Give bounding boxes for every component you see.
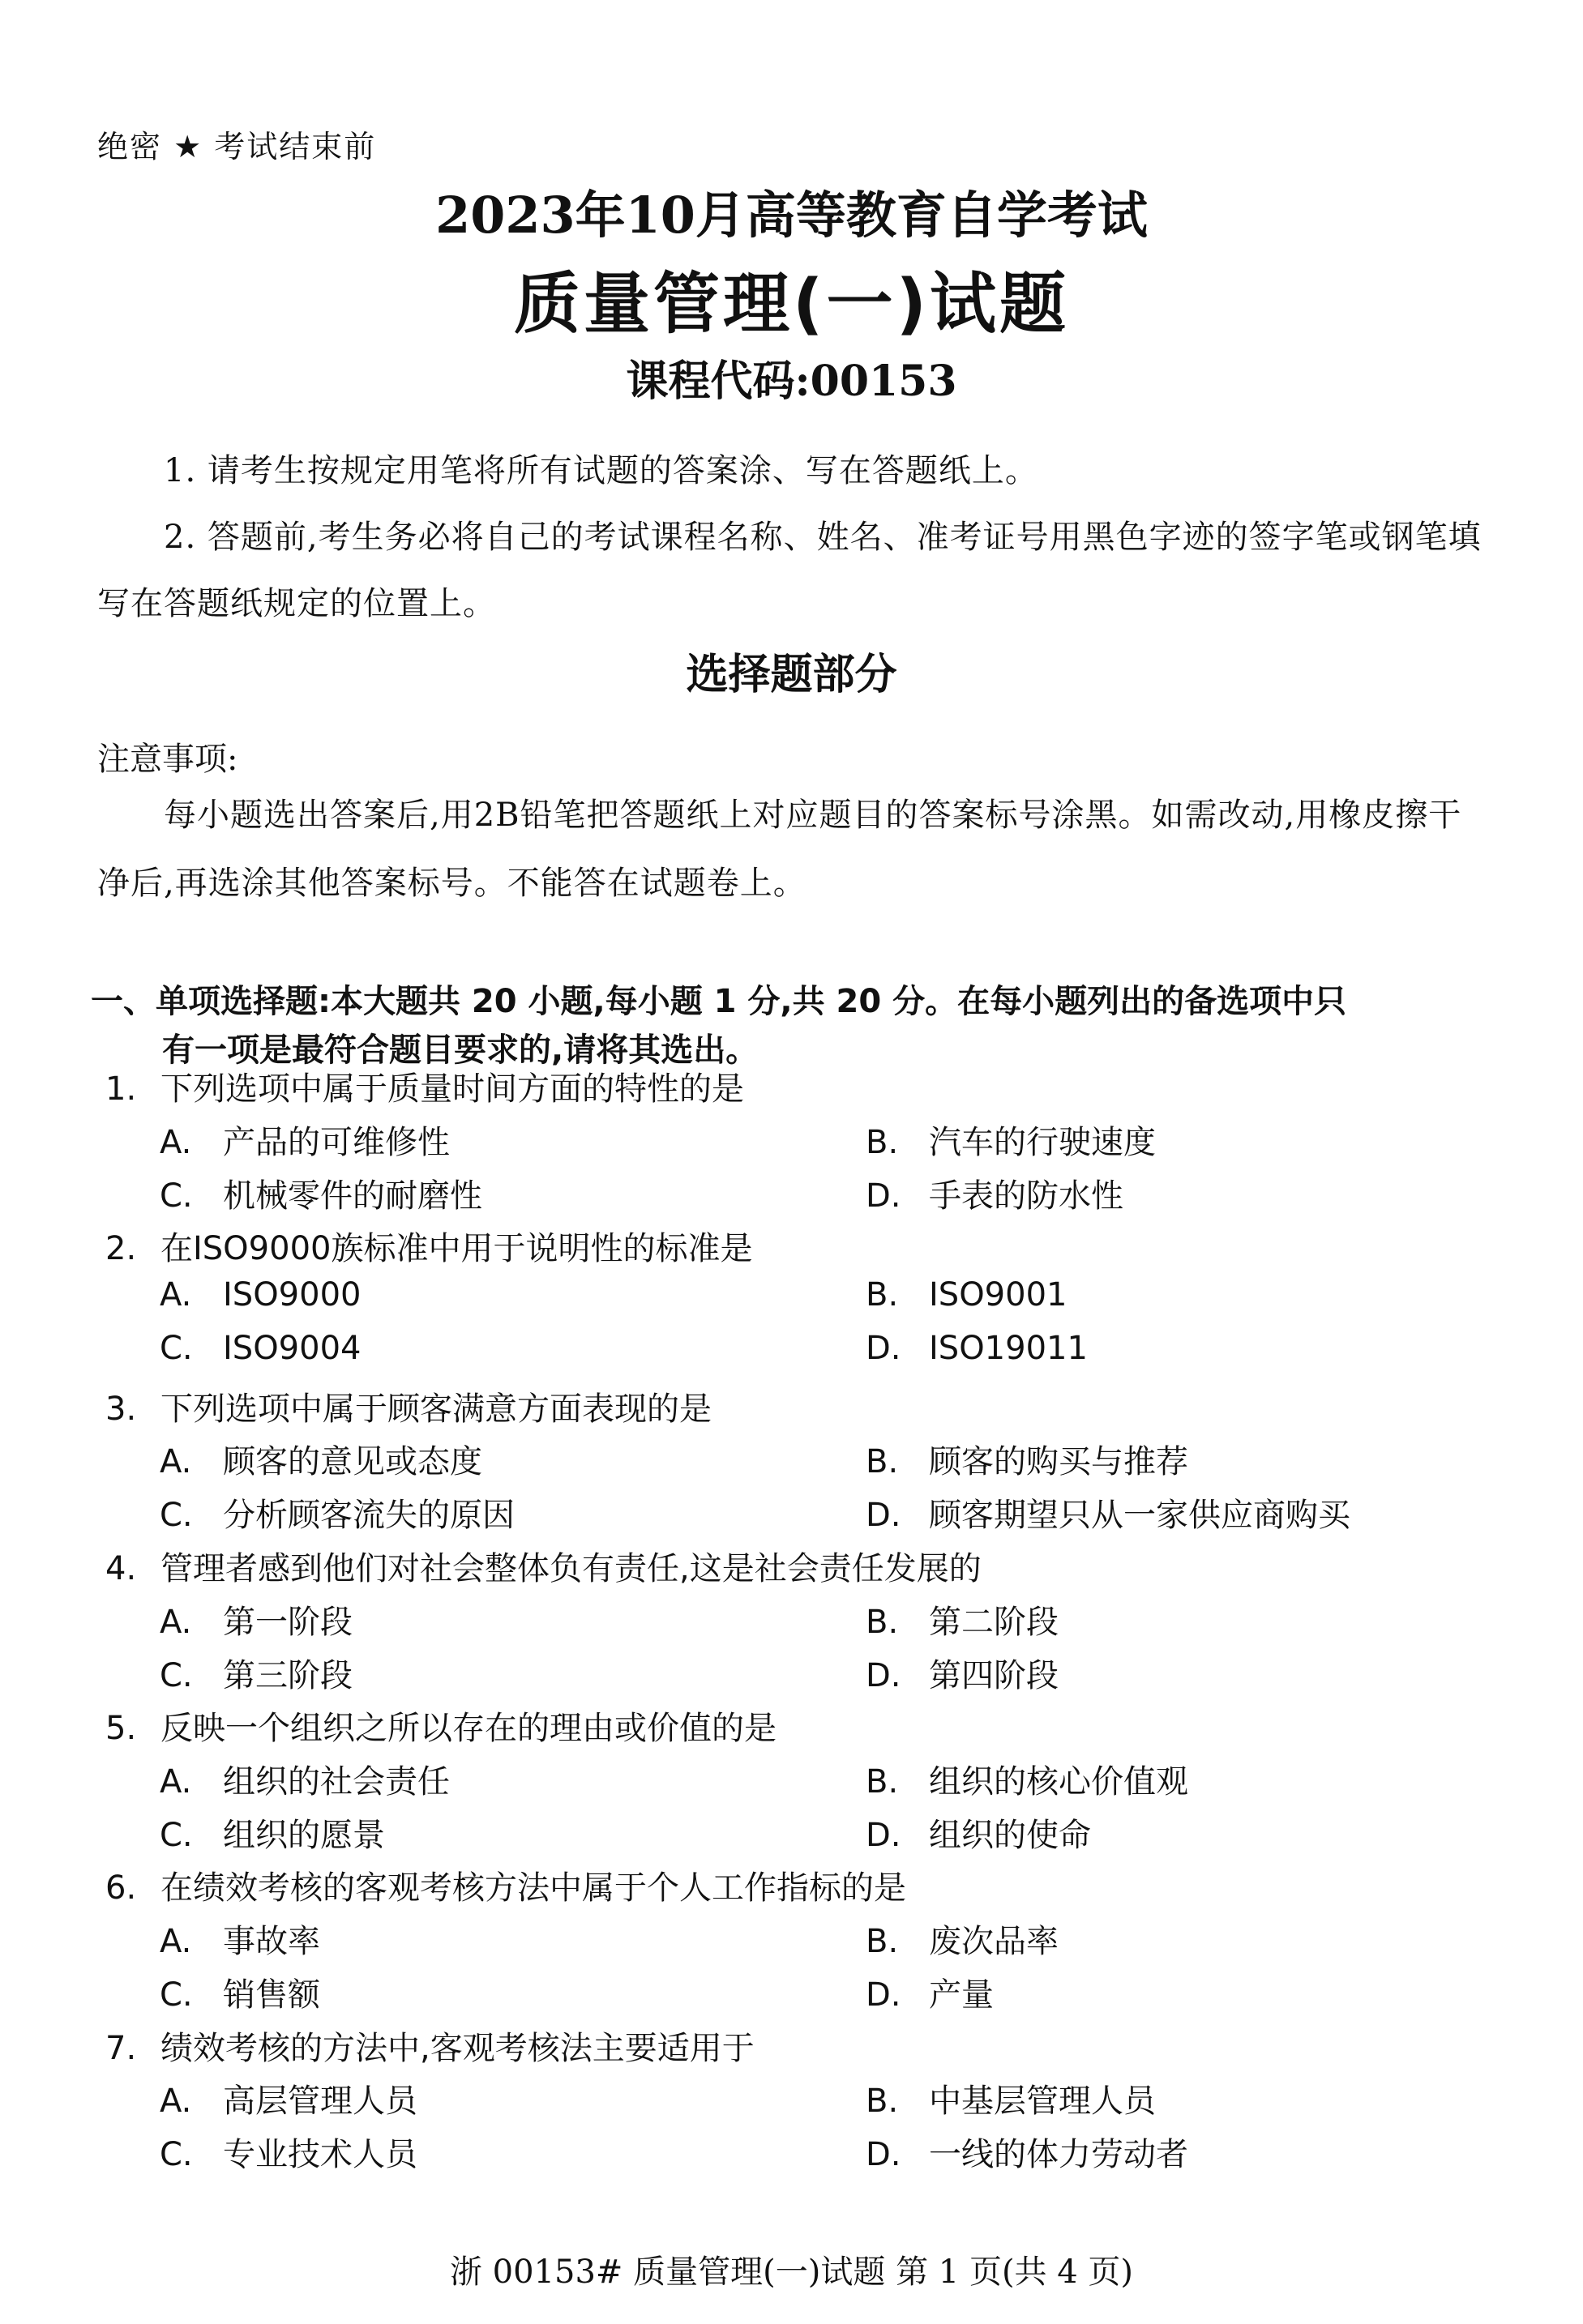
option-label: C. (160, 2136, 193, 2173)
option-text: 第四阶段 (929, 1657, 1059, 1694)
option-label: D. (866, 1497, 901, 1534)
option-text: 顾客期望只从一家供应商购买 (929, 1497, 1350, 1534)
question-number: 2. (105, 1230, 137, 1267)
instruction-1: 1. 请考生按规定用笔将所有试题的答案涂、写在答题纸上。 (164, 452, 1038, 489)
question-number: 3. (105, 1391, 137, 1428)
question-6-option-a (160, 1916, 320, 1962)
option-text: 第二阶段 (929, 1604, 1059, 1641)
option-label: A. (160, 1276, 192, 1314)
option-label: D. (866, 2136, 901, 2173)
question-6-option-c (160, 1969, 320, 2015)
option-label: C. (160, 1976, 193, 2014)
question-4-option-a (160, 1596, 353, 1643)
question-1-option-b (866, 1117, 1156, 1163)
option-text: 汽车的行驶速度 (929, 1124, 1156, 1161)
option-label: D. (866, 1177, 901, 1215)
option-text: 废次品率 (929, 1923, 1059, 1960)
option-label: C. (160, 1330, 193, 1367)
option-text: 顾客的意见或态度 (223, 1443, 482, 1480)
question-3-option-d (866, 1489, 1350, 1536)
option-text: 事故率 (223, 1923, 320, 1960)
option-text: 第一阶段 (223, 1604, 353, 1641)
option-label: C. (160, 1177, 193, 1215)
option-label: B. (866, 2083, 899, 2120)
option-label: B. (866, 1124, 899, 1161)
instruction-2: 2. 答题前,考生务必将自己的考试课程名称、姓名、准考证号用黑色字迹的签字笔或钢笔填写在答题纸规定的位置上。 (97, 519, 1482, 622)
option-text: ISO9000 (223, 1276, 362, 1314)
course-code: 课程代码:00153 (626, 357, 957, 406)
question-text: 在ISO9000族标准中用于说明性的标准是 (160, 1230, 753, 1267)
question-5 (105, 1702, 777, 1749)
question-1-option-c (160, 1170, 482, 1216)
question-text: 在绩效考核的客观考核方法中属于个人工作指标的是 (160, 1869, 906, 1907)
question-3-option-b (866, 1436, 1188, 1482)
option-label: B. (866, 1443, 899, 1480)
option-label: D. (866, 1657, 901, 1694)
option-text: 一线的体力劳动者 (929, 2136, 1188, 2173)
question-2-option-d (866, 1330, 1088, 1367)
question-2-option-a (160, 1276, 361, 1314)
question-number: 4. (105, 1550, 137, 1587)
question-3-option-a (160, 1436, 482, 1482)
option-label: C. (160, 1497, 193, 1534)
question-number: 1. (105, 1070, 137, 1108)
question-3 (105, 1383, 712, 1429)
option-label: D. (866, 1817, 901, 1854)
question-text: 反映一个组织之所以存在的理由或价值的是 (160, 1710, 777, 1747)
option-label: A. (160, 1923, 192, 1960)
option-label: D. (866, 1330, 901, 1367)
option-text: 组织的使命 (929, 1817, 1091, 1854)
option-label: B. (866, 1923, 899, 1960)
subject-title: 质量管理(一)试题 (514, 266, 1069, 343)
question-2-option-c (160, 1330, 361, 1367)
question-5-option-b (866, 1756, 1188, 1802)
option-label: B. (866, 1763, 899, 1801)
exam-title: 2023年10月高等教育自学考试 (435, 186, 1148, 245)
option-text: ISO9004 (223, 1330, 362, 1367)
option-text: 第三阶段 (223, 1657, 353, 1694)
option-text: ISO9001 (929, 1276, 1067, 1314)
question-text: 绩效考核的方法中,客观考核法主要适用于 (160, 2030, 755, 2067)
question-number: 5. (105, 1710, 137, 1747)
question-number: 6. (105, 1869, 137, 1907)
option-text: 机械零件的耐磨性 (223, 1177, 482, 1215)
part-one-header-line2: 有一项是最符合题目要求的,请将其选出。 (162, 1032, 759, 1069)
option-label: B. (866, 1276, 899, 1314)
question-7-option-b (866, 2075, 1156, 2121)
part-one-header (91, 977, 1501, 1074)
option-label: B. (866, 1604, 899, 1641)
question-1-option-a (160, 1117, 450, 1163)
option-text: 顾客的购买与推荐 (929, 1443, 1188, 1480)
option-text: ISO19011 (929, 1330, 1088, 1367)
page-footer: 浙 00153# 质量管理(一)试题 第 1 页(共 4 页) (449, 2254, 1134, 2291)
notice-label: 注意事项: (97, 741, 238, 778)
question-text: 下列选项中属于质量时间方面的特性的是 (160, 1070, 744, 1108)
option-label: C. (160, 1817, 193, 1854)
option-text: 分析顾客流失的原因 (223, 1497, 515, 1534)
question-6 (105, 1862, 906, 1908)
question-6-option-d (866, 1969, 994, 2015)
option-text: 高层管理人员 (223, 2083, 417, 2120)
option-label: A. (160, 1443, 192, 1480)
question-7-option-a (160, 2075, 417, 2121)
question-3-option-c (160, 1489, 515, 1536)
option-text: 组织的愿景 (223, 1817, 385, 1854)
option-label: A. (160, 1604, 192, 1641)
question-1 (105, 1063, 744, 1109)
question-6-option-b (866, 1916, 1059, 1962)
question-4-option-c (160, 1650, 353, 1696)
section-title: 选择题部分 (686, 651, 897, 699)
question-5-option-d (866, 1809, 1091, 1856)
option-text: 中基层管理人员 (929, 2083, 1156, 2120)
question-text: 下列选项中属于顾客满意方面表现的是 (160, 1391, 712, 1428)
option-text: 产量 (929, 1976, 994, 2014)
question-4-option-b (866, 1596, 1059, 1643)
question-number: 7. (105, 2030, 137, 2067)
question-7 (105, 2023, 755, 2069)
option-label: D. (866, 1976, 901, 2014)
option-label: A. (160, 2083, 192, 2120)
option-label: A. (160, 1124, 192, 1161)
option-text: 组织的核心价值观 (929, 1763, 1188, 1801)
option-text: 专业技术人员 (223, 2136, 417, 2173)
part-one-header-line1: 一、单项选择题:本大题共 20 小题,每小题 1 分,共 20 分。在每小题列出的备选项中只 (91, 983, 1347, 1020)
option-label: C. (160, 1657, 193, 1694)
confidential-label: 绝密 ★ 考试结束前 (97, 129, 377, 164)
question-5-option-a (160, 1756, 450, 1802)
question-2-option-b (866, 1276, 1067, 1314)
question-4-option-d (866, 1650, 1059, 1696)
question-1-option-d (866, 1170, 1123, 1216)
option-text: 产品的可维修性 (223, 1124, 450, 1161)
question-4 (105, 1543, 982, 1589)
question-text: 管理者感到他们对社会整体负有责任,这是社会责任发展的 (160, 1550, 982, 1587)
option-label: A. (160, 1763, 192, 1801)
notice-text: 每小题选出答案后,用2B铅笔把答题纸上对应题目的答案标号涂黑。如需改动,用橡皮擦干净后,再选涂其他答案标号。不能答在试题卷上。 (97, 797, 1462, 902)
option-text: 销售额 (223, 1976, 320, 2014)
question-2 (105, 1223, 752, 1269)
option-text: 组织的社会责任 (223, 1763, 450, 1801)
question-5-option-c (160, 1809, 385, 1856)
question-7-option-d (866, 2129, 1188, 2175)
option-text: 手表的防水性 (929, 1177, 1123, 1215)
question-7-option-c (160, 2129, 417, 2175)
